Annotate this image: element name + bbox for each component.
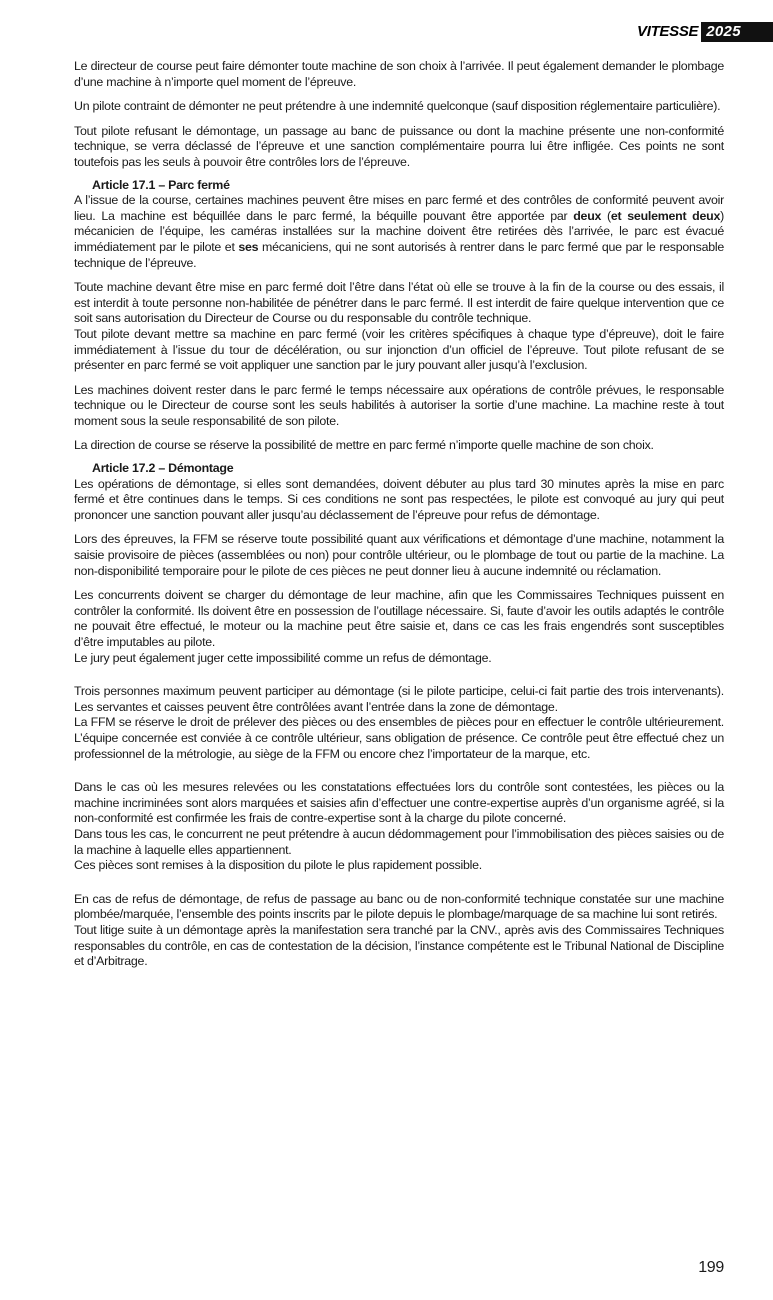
paragraph: Les machines doivent rester dans le parc fermé le temps nécessaire aux opérations de contrôle prévues, le responsable technique ou le Directeur de course sont les seuls habilités à autoriser la sortie d’une machine. La machine reste à tout moment sous la seule responsabilité de son pilote. xyxy=(74,382,724,428)
text-run: ( xyxy=(601,208,611,223)
paragraph: Toute machine devant être mise en parc fermé doit l’être dans l’état où elle se trouve à la fin de la course ou des essais, il est interdit à toute personne non-habilitée de pénétrer dans le parc fermé. Il est interdit de faire quelque intervention que ce soit sans autorisation du Directeur de Course ou du responsable du contrôle technique. xyxy=(74,280,724,326)
paragraph: Dans tous les cas, le concurrent ne peut prétendre à aucun dédommagement pour l’immobilisation des pièces saisies ou de la machine à laquelle elles appartiennent. xyxy=(74,826,724,857)
paragraph xyxy=(74,193,724,271)
paragraph: La direction de course se réserve la possibilité de mettre en parc fermé n’importe quelle machine de son choix. xyxy=(74,438,654,453)
header-year: 2025 xyxy=(701,22,773,42)
document-body xyxy=(74,59,724,970)
paragraph: Trois personnes maximum peuvent participer au démontage (si le pilote participe, celui-ci fait partie des trois intervenants). Les servantes et caisses peuvent être contrôlées avant l’entrée dans la zone de démontage. xyxy=(74,684,724,714)
paragraph: En cas de refus de démontage, de refus de passage au banc ou de non-conformité technique constatée sur une machine plombée/marquée, l’ensemble des points inscrits par le pilote depuis le plombage/marquage de sa machine lui sont retirés. xyxy=(74,891,724,922)
paragraph: Les concurrents doivent se charger du démontage de leur machine, afin que les Commissaires Techniques puissent en contrôler la conformité. Ils doivent être en possession de l’outillage nécessaire. Si, faute d’avoir les outils adaptés le contrôle ne pouvait être effectué, le moteur ou la machine peut être saisie et, dans ce cas les frais engendrés sont susceptibles d’être imputables au pilote. xyxy=(74,588,724,649)
paragraph: Les opérations de démontage, si elles sont demandées, doivent débuter au plus tard 30 minutes après la mise en parc fermé et être continues dans le temps. Si ces conditions ne sont pas respectées, le pilote est convoqué au jury qui peut prononcer une sanction pouvant aller jusqu’au déclassement de l’épreuve pour refus de démontage. xyxy=(74,476,724,522)
bold-text: et seulement deux xyxy=(610,208,721,223)
paragraph: Ces pièces sont remises à la disposition du pilote le plus rapidement possible. xyxy=(74,858,482,873)
header-title: VITESSE xyxy=(637,23,699,40)
text-run: mécaniciens, qui ne sont autorisés à rentrer dans le parc fermé que par le responsable technique de l’épreuve. xyxy=(74,239,725,270)
bold-text: deux xyxy=(573,208,602,223)
paragraph: Dans le cas où les mesures relevées ou les constatations effectuées lors du contrôle sont contestées, les pièces ou la machine incriminées sont alors marquées et saisies afin d’effectuer une contre-expertise auprès d’un organisme agréé, si la non-conformité est confirmée les frais de contre-expertise sont à la charge du pilote concerné. xyxy=(74,780,724,826)
paragraph: Un pilote contraint de démonter ne peut prétendre à une indemnité quelconque (sauf disposition réglementaire particulière). xyxy=(74,99,721,114)
paragraph: Tout litige suite à un démontage après la manifestation sera tranché par la CNV., après avis des Commissaires Techniques responsables du contrôle, en cas de contestation de la décision, l’instance compétente est le Tribunal National de Discipline et d’Arbitrage. xyxy=(74,922,724,969)
article-17-1-heading: Article 17.1 – Parc fermé xyxy=(92,177,230,192)
paragraph: Tout pilote devant mettre sa machine en parc fermé (voir les critères spécifiques à chaque type d’épreuve), doit le faire immédiatement à l’issue du tour de décélération, ou sur injonction d’un officiel de l’épreuve. Tout pilote refusant de se présenter en parc fermé se voit appliquer une sanction par le jury pouvant aller jusqu’à l’exclusion. xyxy=(74,326,724,373)
text-run: A l’issue de la course, certaines machines peuvent être mises en parc fermé et des contrôles de conformité peuvent avoir lieu. La machine est béquillée dans le parc fermé, la béquille pouvant être apportée par xyxy=(74,193,724,223)
paragraph: Le directeur de course peut faire démonter toute machine de son choix à l’arrivée. Il peut également demander le plombage d’une machine à n’importe quel moment de l’épreuve. xyxy=(74,59,724,89)
paragraph: Tout pilote refusant le démontage, un passage au banc de puissance ou dont la machine présente une non-conformité technique, se verra déclassé de l’épreuve et une sanction complémentaire pourra lui être infligée. Ces points ne sont toutefois pas les seuls à pouvoir être contrôles lors de l’épreuve. xyxy=(74,123,724,169)
paragraph: La FFM se réserve le droit de prélever des pièces ou des ensembles de pièces pour en effectuer le contrôle ultérieurement. L’équipe concernée est conviée à ce contrôle ultérieur, sans obligation de présence. Ce contrôle peut être effectué chez un professionnel de la métrologie, au siège de la FFM ou encore chez l’importateur de la marque, etc. xyxy=(74,715,724,761)
text-run: ) mécanicien de l’équipe, les caméras installées sur la machine doivent être retirées dès l’arrivée, le parc est évacué immédiatement par le pilote et xyxy=(74,208,724,254)
paragraph: Lors des épreuves, la FFM se réserve toute possibilité quant aux vérifications et démontage d’une machine, notamment la saisie provisoire de pièces (assemblées ou non) pour contrôle ultérieur, ou le plombage de tout ou partie de la machine. La non-disponibilité temporaire pour le pilote de ces pièces ne peut donner lieu à aucune indemnité ou réclamation. xyxy=(74,532,724,578)
header-badge xyxy=(637,22,773,42)
paragraph: Le jury peut également juger cette impossibilité comme un refus de démontage. xyxy=(74,650,492,665)
article-17-2-heading: Article 17.2 – Démontage xyxy=(92,461,234,476)
bold-text: ses xyxy=(238,239,259,254)
page-number: 199 xyxy=(698,1259,724,1276)
